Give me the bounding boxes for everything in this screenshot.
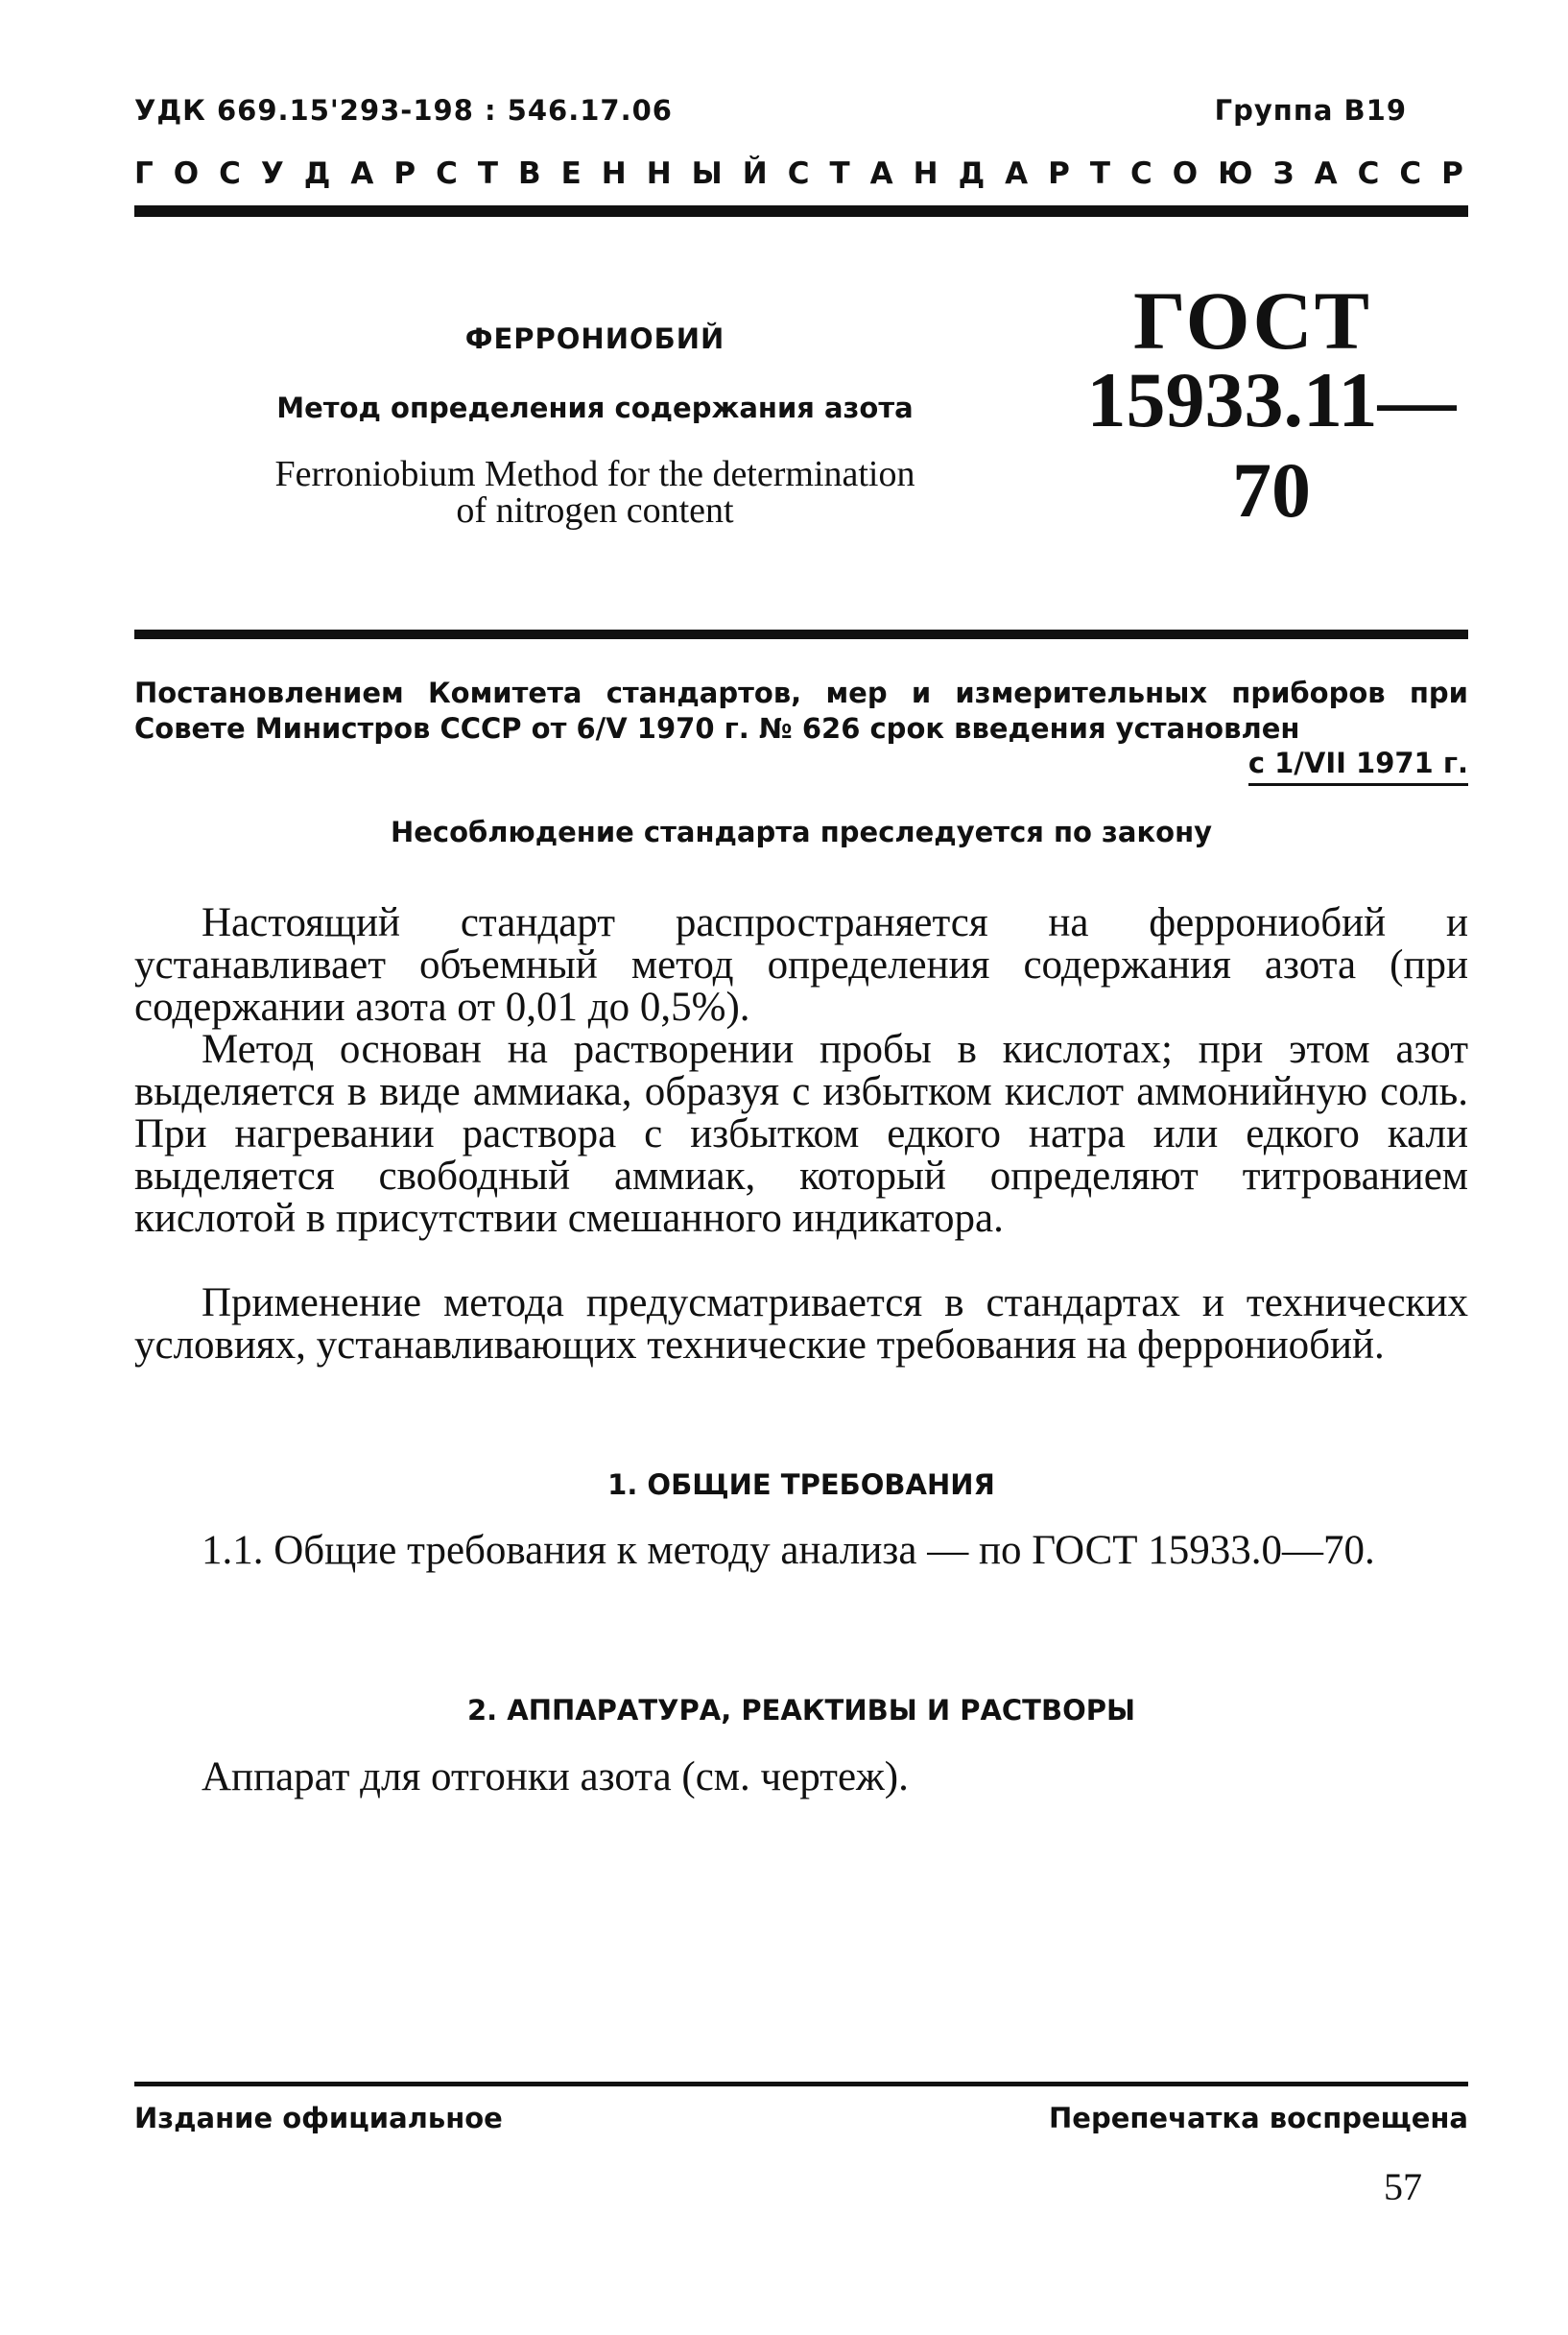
section-1-title: 1. ОБЩИЕ ТРЕБОВАНИЯ: [607, 1468, 995, 1501]
section-2-title: 2. АППАРАТУРА, РЕАКТИВЫ И РАСТВОРЫ: [466, 1694, 1136, 1727]
group-code: Группа В19: [1214, 94, 1407, 127]
product-title: ФЕРРОНИОБИЙ: [464, 322, 725, 355]
state-standard-heading: [134, 156, 1484, 191]
effective-date: с 1/VII 1971 г.: [1248, 747, 1468, 786]
gost-label: ГОСТ: [1133, 274, 1371, 367]
penalty-notice: Несоблюдение стандарта преследуется по закону: [390, 816, 1213, 848]
subtitle-english-line-1: Ferroniobium Method for the determination: [274, 454, 915, 494]
footer-divider: [134, 2082, 1468, 2086]
paragraph-apparatus: [134, 1756, 1468, 1799]
page-number: 57: [1384, 2165, 1422, 2208]
udk-code: УДК 669.15'293-198 : 546.17.06: [134, 94, 673, 127]
paragraph-scope: [134, 902, 1468, 1029]
subtitle-english: [202, 456, 988, 529]
paragraph-application-text: Применение метода предусматривается в стандартах и технических условиях, устанавливающих технические требования на феррониобий.: [134, 1280, 1468, 1368]
paragraph-method-text: Метод основан на растворении пробы в кислотах; при этом азот выделяется в виде аммиака, образуя с избытком кислот аммонийную соль. При нагревании раствора с избытком едкого натра или едкого кали выделяется свободный аммиак, который определяют титрованием кислотой в присутствии смешанного индикатора.: [134, 1027, 1468, 1241]
paragraph-apparatus-text: Аппарат для отгонки азота (см. чертеж).: [202, 1754, 909, 1799]
state-standard-word-1: ГОСУДАРСТВЕННЫЙ: [134, 156, 788, 191]
reprint-note: Перепечатка воспрещена: [1049, 2102, 1468, 2134]
edition-note: Издание официальное: [134, 2102, 503, 2134]
decree-text: Постановлением Комитета стандартов, мер и измерительных приборов при Совете Министров СССР от 6/V 1970 г. № 626 срок введения установлен: [134, 677, 1468, 745]
paragraph-general-requirements-text: 1.1. Общие требования к методу анализа — по ГОСТ 15933.0—70.: [202, 1528, 1375, 1573]
subtitle-english-line-2: of nitrogen content: [456, 490, 734, 531]
header-divider: [134, 205, 1468, 217]
state-standard-word-2: СТАНДАРТ: [787, 156, 1131, 191]
paragraph-method: [134, 1029, 1468, 1240]
subtitle-russian: Метод определения содержания азота: [276, 392, 914, 424]
gost-number: 15933.11—70: [1086, 356, 1457, 534]
paragraph-application: [134, 1282, 1468, 1367]
paragraph-scope-text: Настоящий стандарт распространяется на феррониобий и устанавливает объемный метод определения содержания азота (при содержании азота от 0,01 до 0,5%).: [134, 900, 1468, 1030]
state-standard-word-3: СОЮЗА: [1130, 156, 1358, 191]
paragraph-general-requirements: [134, 1530, 1468, 1572]
state-standard-word-4: ССР: [1357, 156, 1484, 191]
title-divider: [134, 630, 1468, 639]
